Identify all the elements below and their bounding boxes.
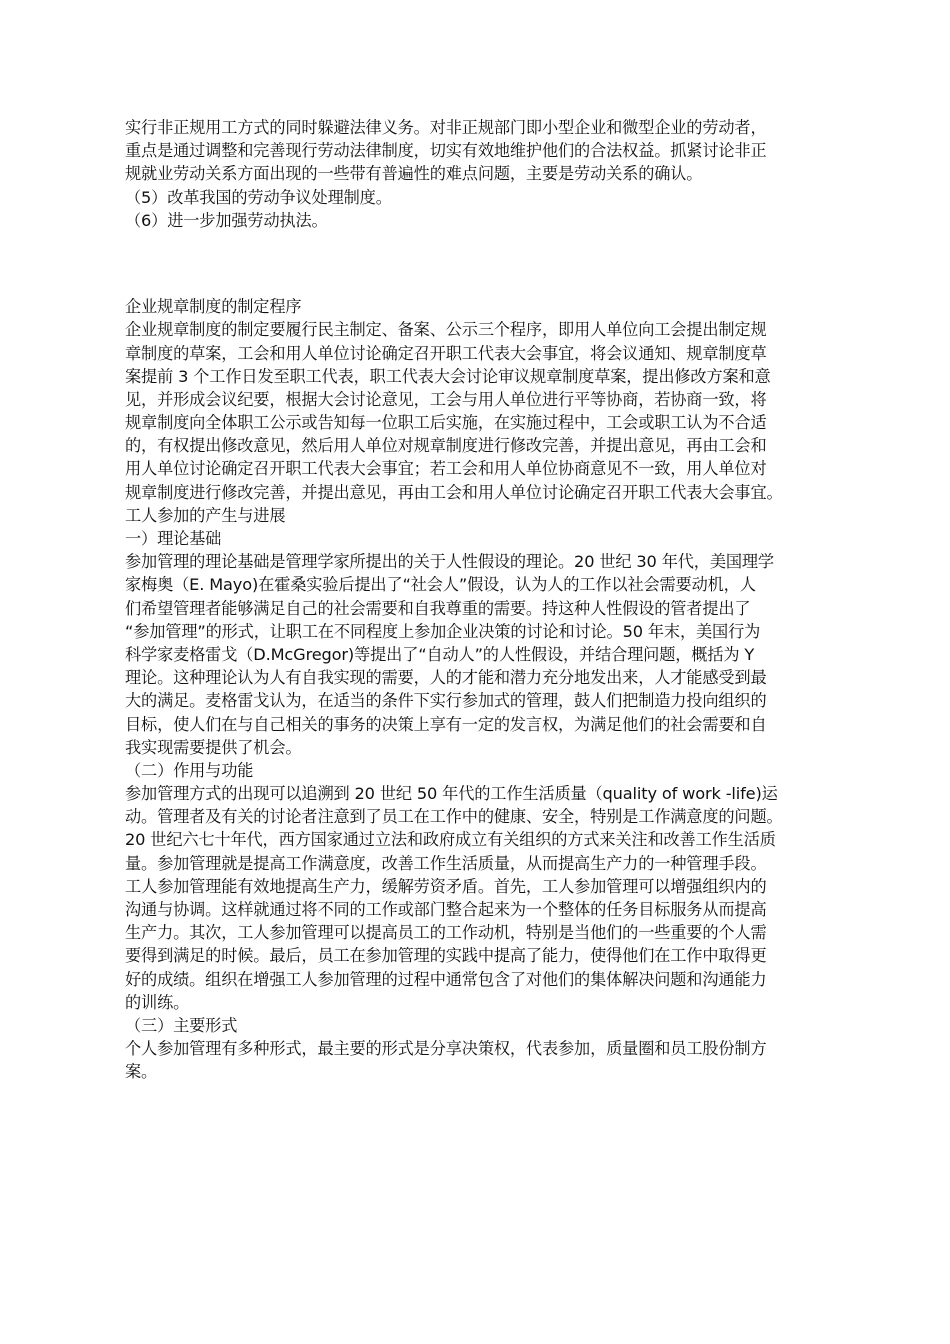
text-line: 规章制度向全体职工公示或告知每一位职工后实施，在实施过程中，工会或职工认为不合适: [125, 413, 767, 433]
text-line: 家梅奥（E. Mayo)在霍桑实验后提出了“社会人”假设，认为人的工作以社会需要动机，人: [125, 575, 756, 595]
spacer: [125, 232, 835, 272]
intro-paragraph: [125, 116, 835, 232]
subsection-heading: （三）主要形式: [125, 1015, 238, 1035]
rules-section: [125, 295, 835, 504]
text-line: 案。: [125, 1062, 158, 1082]
text-line: 20 世纪六七十年代，西方国家通过立法和政府成立有关组织的方式来关注和改善工作生活质: [125, 830, 776, 850]
text-line: 好的成绩。组织在增强工人参加管理的过程中通常包含了对他们的集体解决问题和沟通能力: [125, 969, 767, 989]
section-heading: 企业规章制度的制定程序: [125, 297, 302, 317]
list-item: （6）进一步加强劳动执法。: [125, 210, 328, 230]
text-line: 用人单位讨论确定召开职工代表大会事宜；若工会和用人单位协商意见不一致，用人单位对: [125, 459, 767, 479]
text-line: 目标，使人们在与自己相关的事务的决策上享有一定的发言权，为满足他们的社会需要和自: [125, 714, 767, 734]
text-line: 理论。这种理论认为人有自我实现的需要，人的才能和潜力充分地发出来，人才能感受到最: [125, 668, 767, 688]
text-line: 见，并形成会议纪要，根据大会讨论意见，工会与用人单位进行平等协商，若协商一致，将: [125, 389, 767, 409]
text-line: 个人参加管理有多种形式，最主要的形式是分享决策权，代表参加，质量圈和员工股份制方: [125, 1039, 767, 1059]
spacer: [125, 272, 835, 295]
list-item: （5）改革我国的劳动争议处理制度。: [125, 187, 392, 207]
text-line: 参加管理的理论基础是管理学家所提出的关于人性假设的理论。20 世纪 30 年代，美国理学: [125, 552, 774, 572]
text-line: 参加管理方式的出现可以追溯到 20 世纪 50 年代的工作生活质量（quality of work -life)运: [125, 784, 778, 804]
text-line: 生产力。其次，工人参加管理可以提高员工的工作动机，特别是当他们的一些重要的个人需: [125, 923, 767, 943]
text-line: 重点是通过调整和完善现行劳动法律制度，切实有效地维护他们的合法权益。抓紧讨论非正: [125, 141, 767, 161]
text-line: 案提前 3 个工作日发至职工代表，职工代表大会讨论审议规章制度草案，提出修改方案和意: [125, 366, 771, 386]
text-line: 工人参加管理能有效地提高生产力，缓解劳资矛盾。首先，工人参加管理可以增强组织内的: [125, 876, 767, 896]
text-line: 量。参加管理就是提高工作满意度，改善工作生活质量，从而提高生产力的一种管理手段。: [125, 853, 767, 873]
text-line: 大的满足。麦格雷戈认为，在适当的条件下实行参加式的管理，鼓人们把制造力投向组织的: [125, 691, 767, 711]
section-heading: 工人参加的产生与进展: [125, 505, 286, 525]
text-line: 规章制度进行修改完善，并提出意见，再由工会和用人单位讨论确定召开职工代表大会事宜。: [125, 482, 783, 502]
subsection-heading: （二）作用与功能: [125, 760, 254, 780]
text-line: 们希望管理者能够满足自己的社会需要和自我尊重的需要。持这种人性假设的管者提出了: [125, 598, 751, 618]
participation-section: [125, 504, 835, 1084]
text-line: 章制度的草案，工会和用人单位讨论确定召开职工代表大会事宜，将会议通知、规章制度草: [125, 343, 767, 363]
text-line: 科学家麦格雷戈（D.McGregor)等提出了“自动人”的人性假设，并结合理问题，概括为 Y: [125, 644, 755, 664]
text-line: 的训练。: [125, 992, 190, 1012]
text-line: 规就业劳动关系方面出现的一些带有普遍性的难点问题，主要是劳动关系的确认。: [125, 164, 703, 184]
text-line: 沟通与协调。这样就通过将不同的工作或部门整合起来为一个整体的任务目标服务从而提高: [125, 900, 767, 919]
document-body: [125, 116, 835, 1084]
text-line: “参加管理”的形式，让职工在不同程度上参加企业决策的讨论和讨论。50 年末，美国行为: [125, 621, 761, 641]
text-line: 动。管理者及有关的讨论者注意到了员工在工作中的健康、安全，特别是工作满意度的问题。: [125, 807, 783, 827]
text-line: 企业规章制度的制定要履行民主制定、备案、公示三个程序，即用人单位向工会提出制定规: [125, 320, 767, 340]
text-line: 要得到满足的时候。最后，员工在参加管理的实践中提高了能力，使得他们在工作中取得更: [125, 946, 767, 966]
text-line: 我实现需要提供了机会。: [125, 737, 302, 757]
subsection-heading: 一）理论基础: [125, 529, 222, 548]
text-line: 实行非正规用工方式的同时躲避法律义务。对非正规部门即小型企业和微型企业的劳动者，: [125, 118, 767, 137]
text-line: 的，有权提出修改意见，然后用人单位对规章制度进行修改完善，并提出意见，再由工会和: [125, 436, 767, 456]
